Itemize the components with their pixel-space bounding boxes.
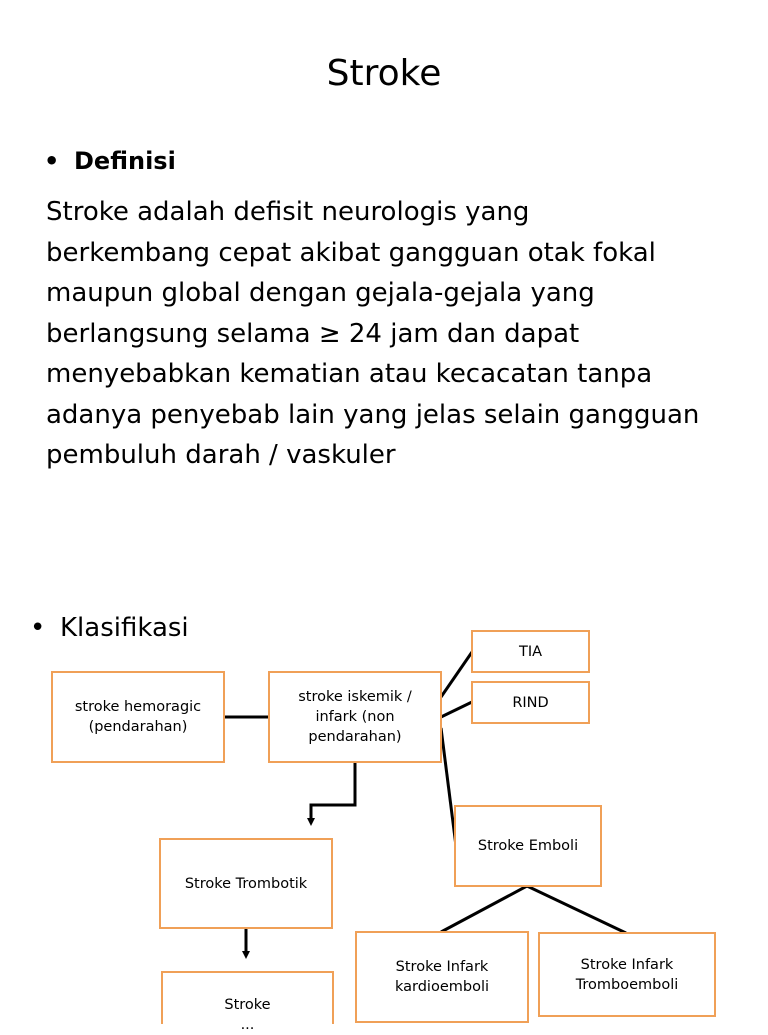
definition-line: berlangsung selama ≥ 24 jam dan dapat bbox=[46, 318, 580, 349]
box-rind bbox=[471, 681, 590, 724]
box-line: Stroke Trombotik bbox=[184, 875, 308, 892]
box-line: pendarahan) bbox=[308, 729, 402, 745]
definition-heading-label: Definisi bbox=[74, 147, 176, 175]
bullet-icon: • bbox=[44, 147, 60, 175]
classification-heading-label: Klasifikasi bbox=[60, 613, 189, 643]
connector-emboli-tromboemboli bbox=[527, 886, 626, 933]
box-line: (pendarahan) bbox=[88, 719, 188, 735]
box-line: infark (non bbox=[315, 709, 395, 725]
slide-title: Stroke bbox=[326, 53, 442, 94]
box-line: TIA bbox=[518, 643, 543, 660]
connector-iskemik-rind bbox=[441, 702, 472, 717]
box-stroke-infark-kardioemboli bbox=[355, 931, 529, 1023]
connector-iskemik-trombotik bbox=[311, 762, 355, 822]
bullet-icon: • bbox=[30, 613, 46, 643]
box-line: Tromboemboli bbox=[575, 976, 679, 993]
box-stroke-infark-tromboemboli bbox=[538, 932, 716, 1017]
box-line: Stroke bbox=[224, 997, 271, 1013]
box-line: kardioemboli bbox=[394, 979, 490, 995]
box-stroke-hemoragic bbox=[51, 671, 225, 763]
definition-line: adanya penyebab lain yang jelas selain gangguan bbox=[46, 399, 700, 430]
box-line: Stroke Infark bbox=[395, 959, 489, 975]
definition-line: menyebabkan kematian atau kecacatan tanpa bbox=[46, 359, 653, 389]
box-stroke-iskemik bbox=[268, 671, 442, 763]
box-tia bbox=[471, 630, 590, 673]
box-stroke-emboli bbox=[454, 805, 602, 887]
definition-line: pembuluh darah / vaskuler bbox=[46, 440, 396, 470]
box-stroke-trombotik bbox=[159, 838, 333, 929]
definition-line: maupun global dengan gejala-gejala yang bbox=[46, 278, 595, 308]
box-line: ... bbox=[240, 1017, 255, 1033]
box-stroke-bottom bbox=[161, 971, 334, 1033]
definition-line: berkembang cepat akibat gangguan otak fokal bbox=[46, 237, 656, 268]
box-line: Stroke Infark bbox=[580, 956, 674, 973]
connector-emboli-kardioemboli bbox=[441, 886, 527, 932]
box-line: stroke iskemik / bbox=[298, 689, 412, 705]
box-line: RIND bbox=[512, 694, 549, 711]
connector-iskemik-tia bbox=[441, 652, 472, 697]
definition-line: Stroke adalah defisit neurologis yang bbox=[46, 197, 530, 227]
box-line: stroke hemoragic bbox=[74, 699, 202, 715]
box-line: Stroke Emboli bbox=[477, 838, 579, 854]
